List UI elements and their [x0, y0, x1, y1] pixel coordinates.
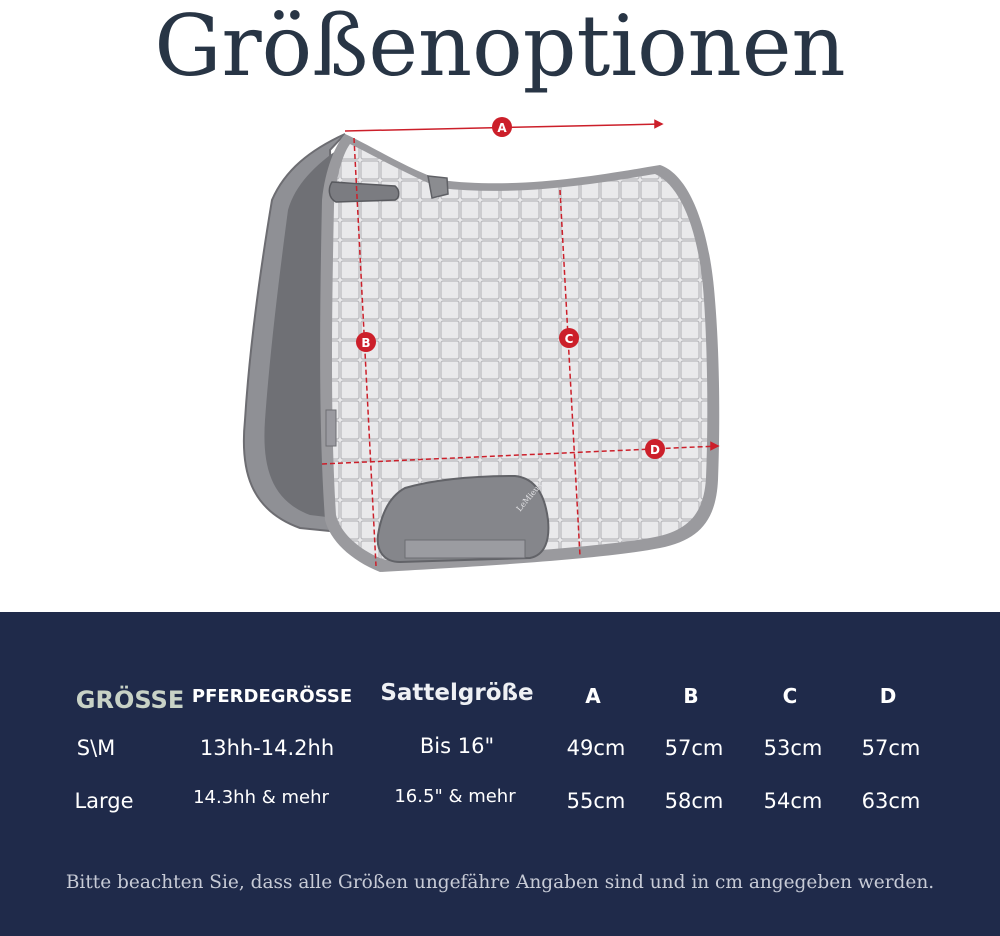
- marker-d: [645, 439, 665, 459]
- header-c: C: [782, 684, 798, 708]
- saddle-pad-diagram: [200, 100, 800, 600]
- header-b: B: [683, 684, 699, 708]
- marker-a-label: A: [497, 121, 507, 135]
- row1-d: 57cm: [861, 736, 921, 760]
- row2-size: Large: [74, 789, 134, 813]
- row1-a: 49cm: [566, 736, 626, 760]
- girth-strap: [329, 182, 398, 202]
- row2-a: 55cm: [566, 789, 626, 813]
- row1-size: S\M: [76, 736, 116, 760]
- header-pferdegroesse: PFERDEGRÖSSE: [191, 686, 353, 707]
- d-ring: [428, 176, 448, 198]
- brand-mark-text: LeMieux: [514, 480, 545, 514]
- row1-saddle-size: Bis 16": [419, 734, 495, 758]
- header-groesse: GRÖSSE: [75, 686, 185, 714]
- size-disclaimer-note: Bitte beachten Sie, dass alle Größen ungefähre Angaben sind und in cm angegeben werden.: [65, 872, 935, 893]
- marker-c: [559, 328, 579, 348]
- marker-b: [356, 332, 376, 352]
- header-sattelgroesse: Sattelgröße: [380, 680, 534, 706]
- side-label-tab: [326, 410, 336, 446]
- row2-b: 58cm: [664, 789, 724, 813]
- row1-horse-size: 13hh-14.2hh: [199, 736, 335, 760]
- marker-b-label: B: [361, 336, 371, 350]
- row2-d: 63cm: [861, 789, 921, 813]
- marker-a: [492, 117, 512, 137]
- marker-d-label: D: [650, 443, 660, 457]
- header-d: D: [879, 684, 897, 708]
- row2-horse-size: 14.3hh & mehr: [193, 787, 329, 808]
- header-a: A: [585, 684, 601, 708]
- row2-saddle-size: 16.5" & mehr: [394, 786, 516, 807]
- row1-b: 57cm: [664, 736, 724, 760]
- page-title: Größenoptionen: [154, 0, 846, 95]
- marker-c-label: C: [564, 332, 574, 346]
- row1-c: 53cm: [763, 736, 823, 760]
- row2-c: 54cm: [763, 789, 823, 813]
